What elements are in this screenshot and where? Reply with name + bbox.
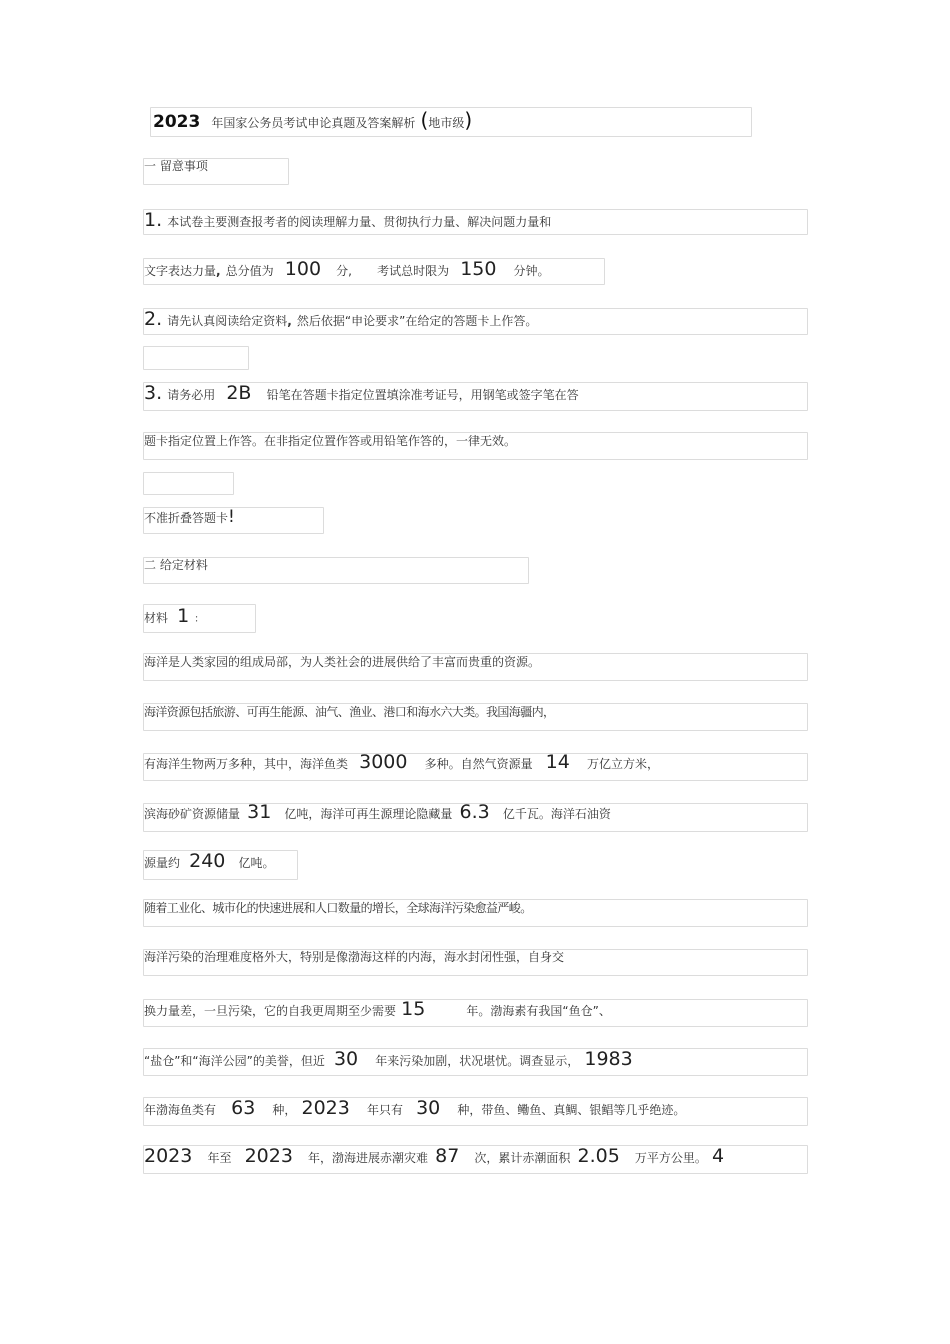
para-l3-b: 多种。自然气资源量 bbox=[424, 757, 533, 771]
para-l5-b: 亿吨。 bbox=[238, 856, 275, 870]
para-l4-c: 亿千瓦。海洋石油资 bbox=[502, 807, 611, 821]
sand-reserve-value: 31 bbox=[247, 801, 272, 823]
item1-unit-time: 分钟。 bbox=[513, 264, 550, 278]
para-l8-b: 年。渤海素有我国“鱼仓”、 bbox=[466, 1004, 611, 1018]
para-l4-b: 亿吨，海洋可再生源理论隐藏量 bbox=[284, 807, 453, 821]
material-label bbox=[144, 605, 204, 627]
item1-text-b: 总分值为 bbox=[225, 264, 274, 278]
section1-heading: 一 留意事项 bbox=[144, 159, 208, 173]
para-line-11 bbox=[144, 1145, 724, 1167]
para-l11-d: 年，渤海进展赤潮灾难 bbox=[308, 1151, 429, 1165]
item1-number: 1. bbox=[144, 209, 163, 231]
material-colon: ： bbox=[194, 614, 205, 625]
para-line-1: 海洋是人类家园的组成局部，为人类社会的进展供给了丰富而贵重的资源。 bbox=[144, 655, 541, 669]
period-start-year: 2023 bbox=[144, 1145, 193, 1167]
title-paren-close: ) bbox=[464, 108, 473, 132]
total-score: 100 bbox=[284, 258, 322, 280]
para-line-2: 海洋资源包括旅游、可再生能源、油气、渔业、港口和海水六大类。我国海疆内， bbox=[144, 705, 555, 719]
para-l9-b: 年来污染加剧，状况堪忧。调查显示， bbox=[375, 1054, 580, 1068]
para-l10-c: 年只有 bbox=[366, 1103, 403, 1117]
para-l10-d: 种，带鱼、鳓鱼、真鲷、银鲳等几乎绝迹。 bbox=[457, 1103, 686, 1117]
para-l11-b: 年至 bbox=[207, 1151, 232, 1165]
item2-comma: , bbox=[287, 314, 292, 328]
para-l3-c: 万亿立方米， bbox=[586, 757, 659, 771]
material-number: 1 bbox=[177, 605, 190, 627]
red-tide-count: 87 bbox=[435, 1145, 460, 1167]
fish-species-2023: 30 bbox=[416, 1097, 441, 1119]
para-l8-a: 换力量差，一旦污染，它的自我更周期至少需要 bbox=[144, 1004, 397, 1018]
material-text: 材料 bbox=[144, 611, 169, 625]
total-time: 150 bbox=[460, 258, 497, 280]
title-text: 年国家公务员考试申论真题及答案解析 bbox=[211, 116, 416, 130]
gas-resource-value: 14 bbox=[545, 751, 570, 773]
oil-resource-value: 240 bbox=[189, 850, 226, 872]
item1-unit-score: 分 bbox=[336, 264, 349, 278]
period-end-year: 2023 bbox=[244, 1145, 293, 1167]
item1-comma: , bbox=[216, 264, 221, 278]
renewable-energy-value: 6.3 bbox=[459, 801, 490, 823]
item1-line2 bbox=[144, 258, 550, 280]
para-line-7: 海洋污染的治理难度格外大，特别是像渤海这样的内海，海水封闭性强，自身交 bbox=[144, 950, 565, 964]
page-title bbox=[153, 108, 472, 132]
para-line-6: 随着工业化、城市化的快速进展和人口数量的增长，全球海洋污染愈益严峻。 bbox=[144, 901, 532, 915]
item3-text-b: 铅笔在答题卡指定位置填涂准考证号，用钢笔或签字笔在答 bbox=[266, 388, 579, 402]
para-line-4 bbox=[144, 801, 611, 823]
item1-text-d: 考试总时限为 bbox=[377, 264, 450, 278]
para-l11-f: 万平方公里。 bbox=[634, 1151, 707, 1165]
title-year: 2023 bbox=[153, 112, 201, 132]
title-paren-open: ( bbox=[420, 108, 429, 132]
para-l3-a: 有海洋生物两万多种，其中，海洋鱼类 bbox=[144, 757, 349, 771]
blank-box-1 bbox=[143, 346, 249, 370]
para-line-10 bbox=[144, 1097, 685, 1119]
item4-exclamation: ! bbox=[228, 507, 235, 527]
item1-comma2: , bbox=[348, 264, 352, 278]
para-line-5 bbox=[144, 850, 274, 872]
item1-text: 本试卷主要测查报考者的阅读理解力量、贯彻执行力量、解决问题力量和 bbox=[167, 215, 552, 229]
item2-text-a: 请先认真阅读给定资料 bbox=[167, 314, 288, 328]
item3-line1 bbox=[144, 382, 579, 404]
para-l11-e: 次，累计赤潮面积 bbox=[474, 1151, 571, 1165]
item2-text-b: 然后依据“申论要求”在给定的答题卡上作答。 bbox=[296, 314, 538, 328]
survey-year-2023: 2023 bbox=[301, 1097, 350, 1119]
pencil-type: 2B bbox=[226, 382, 252, 404]
blank-box-2 bbox=[143, 472, 234, 495]
para-line-9 bbox=[144, 1048, 633, 1070]
pollution-years-value: 30 bbox=[333, 1048, 359, 1070]
item2-line bbox=[144, 308, 537, 330]
item1-line1 bbox=[144, 209, 551, 231]
item2-number: 2. bbox=[144, 308, 163, 330]
item3-line2: 题卡指定位置上作答。在非指定位置作答或用铅笔作答的，一律无效。 bbox=[144, 434, 517, 448]
fish-species-1983: 63 bbox=[231, 1097, 256, 1119]
fish-species-count: 3000 bbox=[359, 751, 408, 773]
title-level: 地市级 bbox=[428, 116, 465, 130]
item1-text-a: 文字表达力量 bbox=[144, 264, 217, 278]
renewal-years-value: 15 bbox=[401, 998, 426, 1020]
para-line-3 bbox=[144, 751, 659, 773]
para-l10-a: 年渤海鱼类有 bbox=[144, 1103, 217, 1117]
item4-text: 不准折叠答题卡 bbox=[144, 511, 229, 525]
survey-year-1983: 1983 bbox=[584, 1048, 633, 1070]
para-line-8 bbox=[144, 998, 611, 1020]
para-l9-a: “盐仓”和“海洋公园”的美誉，但近 bbox=[144, 1054, 325, 1068]
para-l4-a: 滨海砂矿资源储量 bbox=[144, 807, 241, 821]
para-l10-b: 种， bbox=[272, 1103, 297, 1117]
item4-line bbox=[144, 507, 235, 527]
item3-text-a: 请务必用 bbox=[167, 388, 216, 402]
red-tide-area: 2.05 bbox=[577, 1145, 620, 1167]
item3-number: 3. bbox=[144, 382, 163, 404]
para-l5-a: 源量约 bbox=[144, 856, 181, 870]
section2-heading: 二 给定材料 bbox=[144, 558, 208, 572]
trailing-number: 4 bbox=[712, 1145, 725, 1167]
